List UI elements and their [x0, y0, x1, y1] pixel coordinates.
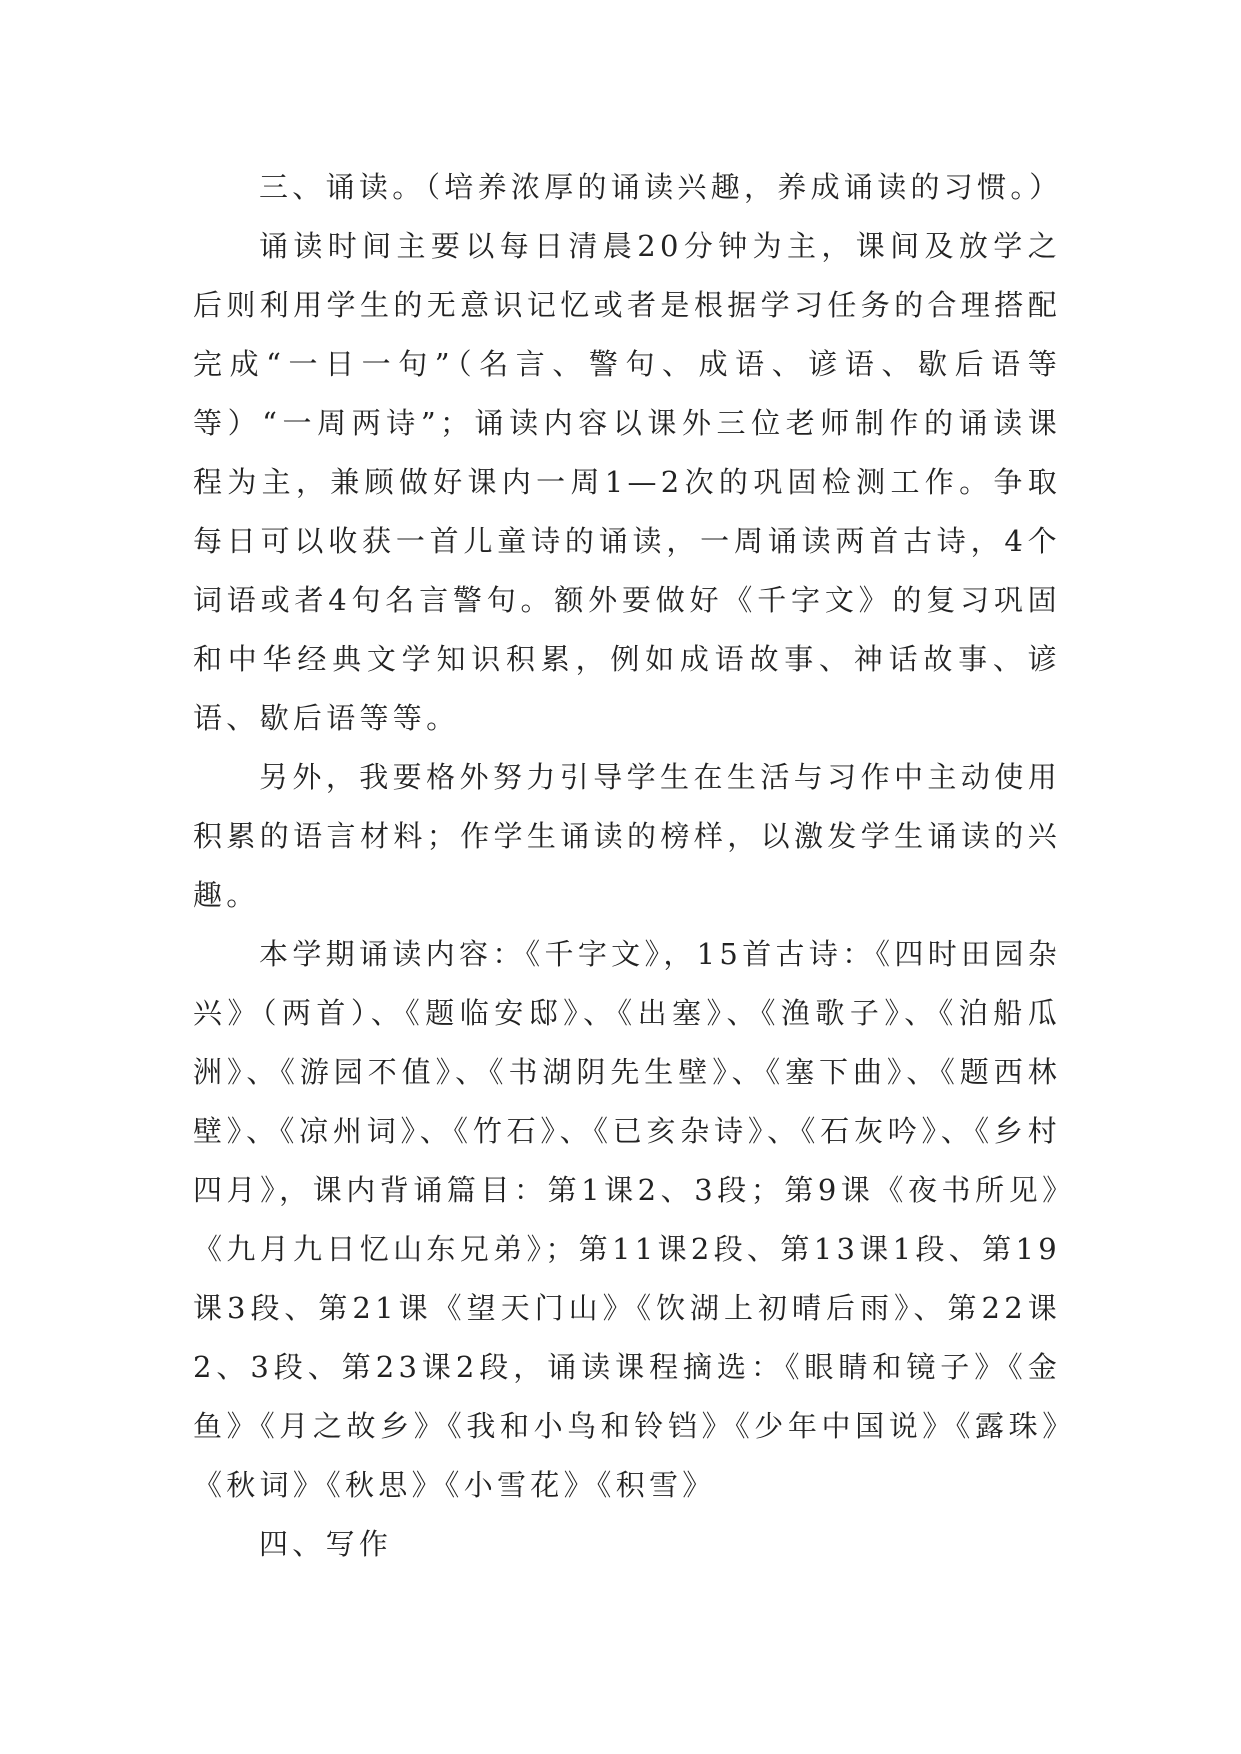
paragraph-semester-content: 本学期诵读内容：《千字文》，15首古诗：《四时田园杂兴》（两首）、《题临安邸》、《出塞》、《渔歌子》、《泊船瓜洲》、《游园不值》、《书湖阴先生壁》、《塞下曲》、《题西林壁》、《凉州词》、《竹石》、《已亥杂诗》、《石灰吟》、《乡村四月》，课内背诵篇目：第1课2、3段；第9课《夜书所见》《九月九日忆山东兄弟》；第11课2段、第13课1段、第19课3段、第21课《望天门山》《饮湖上初晴后雨》、第22课2、3段、第23课2段，诵读课程摘选：《眼睛和镜子》《金鱼》《月之故乡》《我和小鸟和铃铛》《少年中国说》《露珠》《秋词》《秋思》《小雪花》《积雪》: [193, 937, 1061, 1502]
section-heading-writing: 四、写作: [259, 1527, 393, 1561]
document-body: [193, 158, 1061, 1574]
paragraph-recitation-schedule: 诵读时间主要以每日清晨20分钟为主，课间及放学之后则利用学生的无意识记忆或者是根据学习任务的合理搭配完成“一日一句”（名言、警句、成语、谚语、歇后语等等）“一周两诗”；诵读内容以课外三位老师制作的诵读课程为主，兼顾做好课内一周1—2次的巩固检测工作。争取每日可以收获一首儿童诗的诵读，一周诵读两首古诗，4个词语或者4句名言警句。额外要做好《千字文》的复习巩固和中华经典文学知识积累，例如成语故事、神话故事、谚语、歇后语等等。: [193, 229, 1061, 735]
paragraph-guidance: 另外，我要格外努力引导学生在生活与习作中主动使用积累的语言材料；作学生诵读的榜样，以激发学生诵读的兴趣。: [193, 760, 1061, 912]
section-heading-recitation: 三、诵读。（培养浓厚的诵读兴趣，养成诵读的习惯。）: [259, 170, 1063, 204]
